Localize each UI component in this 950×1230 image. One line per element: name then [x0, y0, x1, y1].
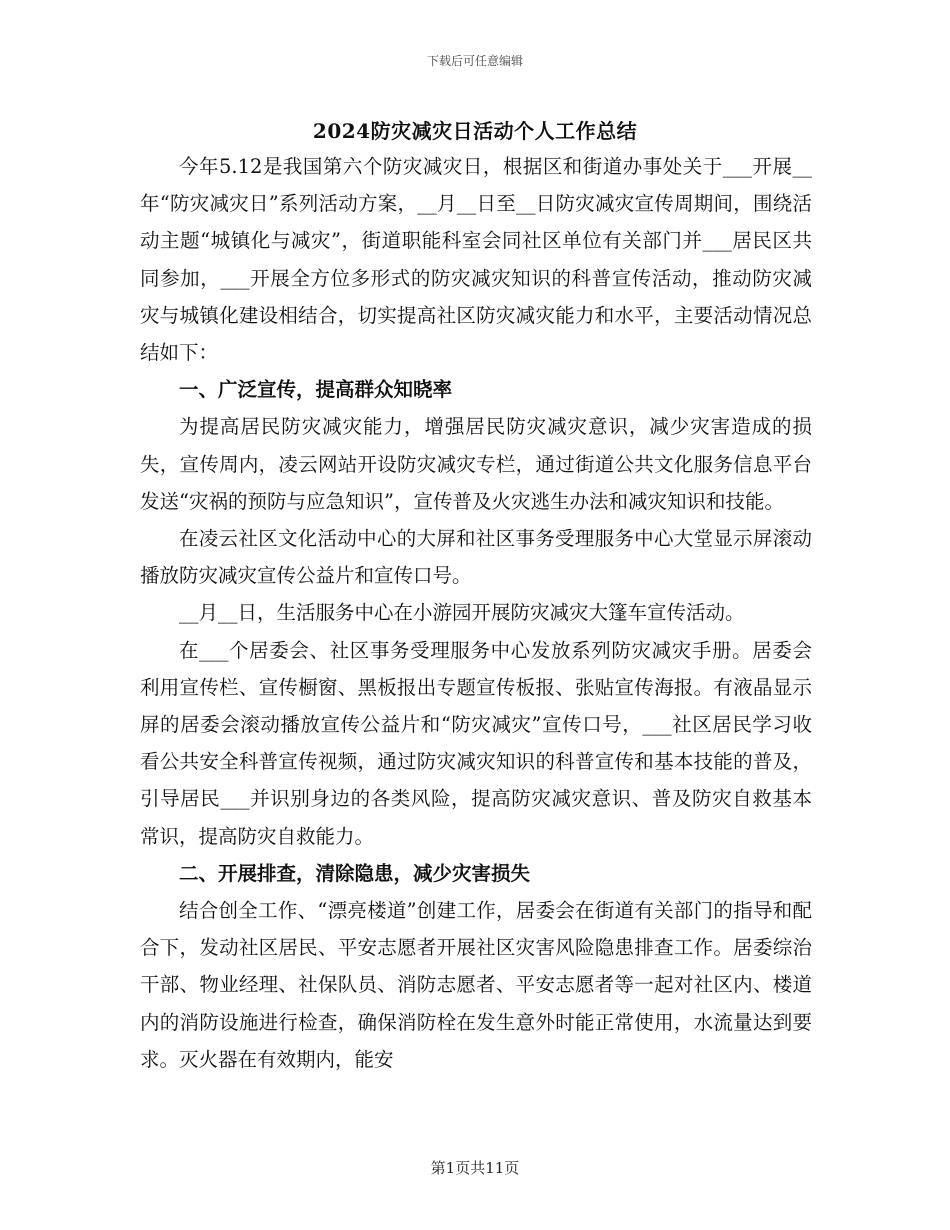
paragraph: 在凌云社区文化活动中心的大屏和社区事务受理服务中心大堂显示屏滚动播放防灾减灾宣传公益片和宣传口号。 [140, 527, 812, 588]
paragraph: 结合创全工作、“漂亮楼道”创建工作，居委会在街道有关部门的指导和配合下，发动社区居民、平安志愿者开展社区灾害风险隐患排查工作。居委综治干部、物业经理、社保队员、消防志愿者、平安志愿者等一起对社区内、楼道内的消防设施进行检查，确保消防栓在发生意外时能正常使用，水流量达到要求。灭火器在有效期内，能安 [140, 899, 812, 1071]
document-body [140, 148, 812, 1078]
paragraph-intro: 今年5.12是我国第六个防灾减灾日，根据区和街道办事处关于___开展__年“防灾减灾日”系列活动方案，__月__日至__日防灾减灾宣传周期间，围绕活动主题“城镇化与减灾”，街道职能科室会同社区单位有关部门并___居民区共同参加，___开展全方位多形式的防灾减灾知识的科普宣传活动，推动防灾减灾与城镇化建设相结合，切实提高社区防灾减灾能力和水平，主要活动情况总结如下： [140, 155, 812, 365]
page-number: 第1页共11页 [430, 1159, 520, 1177]
paragraph: 为提高居民防灾减灾能力，增强居民防灾减灾意识，减少灾害造成的损失，宣传周内，凌云网站开设防灾减灾专栏，通过街道公共文化服务信息平台发送“灾祸的预防与应急知识”，宣传普及火灾逃生办法和减灾知识和技能。 [140, 415, 812, 513]
document-title: 2024防灾减灾日活动个人工作总结 [312, 119, 638, 143]
paragraph: 在___个居委会、社区事务受理服务中心发放系列防灾减灾手册。居委会利用宣传栏、宣传橱窗、黑板报出专题宣传板报、张贴宣传海报。有液晶显示屏的居委会滚动播放宣传公益片和“防灾减灾”宣传口号，___社区居民学习收看公共安全科普宣传视频，通过防灾减灾知识的科普宣传和基本技能的普及，引导居民___并识别身边的各类风险，提高防灾减灾意识、普及防灾自救基本常识，提高防灾自救能力。 [140, 638, 812, 848]
paragraph: __月__日，生活服务中心在小游园开展防灾减灾大篷车宣传活动。 [179, 601, 745, 625]
section-heading-1: 一、广泛宣传，提高群众知晓率 [179, 378, 453, 402]
section-heading-2: 二、开展排查，清除隐患，减少灾害损失 [179, 861, 531, 885]
page-header-note: 下载后可任意编辑 [426, 54, 523, 68]
